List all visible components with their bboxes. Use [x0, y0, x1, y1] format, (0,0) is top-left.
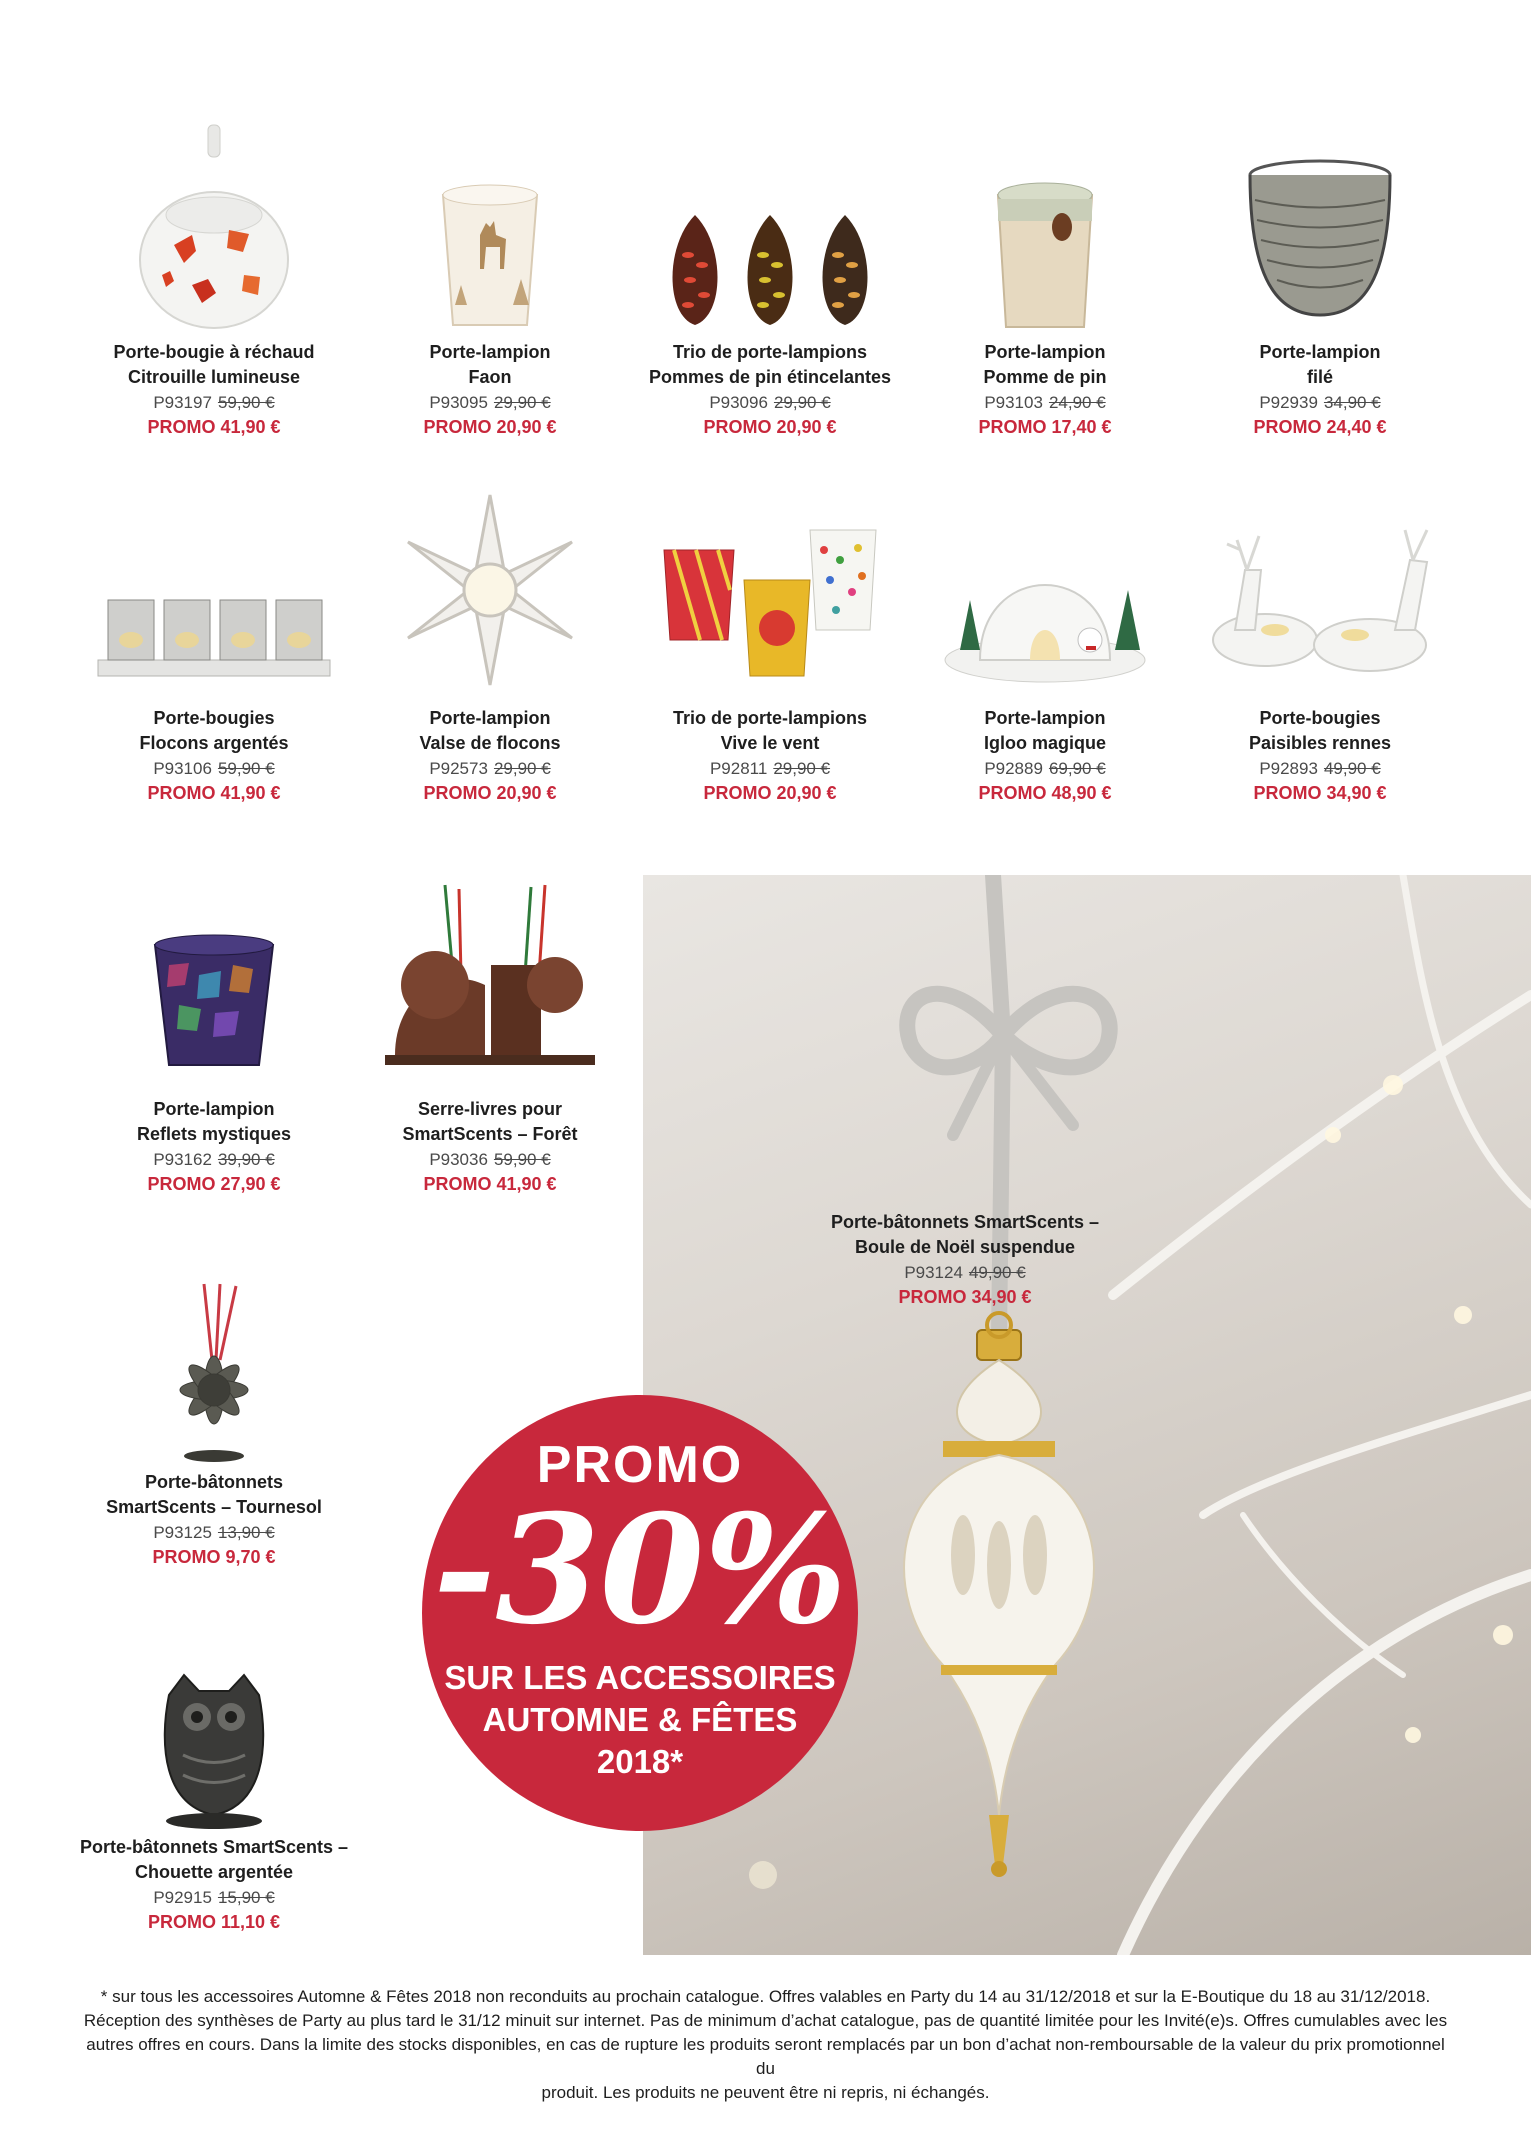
featured-ref: P93124 — [904, 1263, 963, 1282]
product-name-line-2: Chouette argentée — [134, 1862, 294, 1882]
product-ref: P93197 — [153, 393, 212, 412]
footnote-line-1: * sur tous les accessoires Automne & Fêtes 2018 non reconduits au prochain catalogue. Offres valables en Party du 14 au 31/12/2018 et sur la E-Boutique du 18 au 31/12/2018. — [100, 1987, 1431, 2006]
product-promo-price: PROMO 41,90 € — [147, 783, 281, 803]
featured-name-line-1: Porte-bâtonnets SmartScents – — [830, 1212, 1100, 1232]
product-caption — [1170, 340, 1470, 440]
terms-footnote — [80, 1985, 1451, 2105]
product-name-line-1: Porte-bâtonnets — [144, 1472, 283, 1492]
product-old-price: 29,90 € — [493, 393, 551, 412]
product-name-line-2: Citrouille lumineuse — [127, 367, 301, 387]
product-paisibles-rennes[interactable] — [1170, 480, 1470, 806]
product-ref: P93125 — [153, 1523, 212, 1542]
featured-promo-price: PROMO 34,90 € — [898, 1287, 1032, 1307]
product-ref: P93036 — [429, 1150, 488, 1169]
fawn-candle-holder-image — [435, 115, 545, 340]
product-name-line-2: Vive le vent — [720, 733, 820, 753]
product-ref: P93095 — [429, 393, 488, 412]
product-old-price: 29,90 € — [773, 759, 831, 778]
product-caption — [620, 706, 920, 806]
product-faon[interactable] — [340, 115, 640, 440]
product-ref: P93103 — [984, 393, 1043, 412]
product-name-line-1: Porte-lampion — [984, 342, 1106, 362]
product-name-line-2: Valse de flocons — [419, 733, 561, 753]
jingle-bells-trio-image — [660, 480, 880, 706]
badge-line-5: 2018* — [596, 1743, 684, 1780]
product-ref: P92915 — [153, 1888, 212, 1907]
snowflake-waltz-image — [390, 480, 590, 706]
product-ref: P92889 — [984, 759, 1043, 778]
product-name-line-1: Trio de porte-lampions — [672, 708, 868, 728]
silver-snowflakes-holder-image — [94, 480, 334, 706]
ornament-illustration — [643, 875, 1531, 1955]
wire-candle-holder-image — [1245, 115, 1395, 340]
product-name-line-1: Porte-bougies — [153, 708, 275, 728]
product-ref: P93106 — [153, 759, 212, 778]
product-igloo-magique[interactable] — [895, 480, 1195, 806]
forest-bookends-image — [375, 875, 605, 1097]
product-file[interactable] — [1170, 115, 1470, 440]
product-name-line-1: Serre-livres pour — [417, 1099, 563, 1119]
product-caption — [340, 706, 640, 806]
product-ref: P92573 — [429, 759, 488, 778]
product-ref: P93162 — [153, 1150, 212, 1169]
product-caption — [64, 1470, 364, 1570]
product-old-price: 59,90 € — [217, 393, 275, 412]
product-name-line-1: Porte-lampion — [984, 708, 1106, 728]
product-old-price: 59,90 € — [217, 759, 275, 778]
product-promo-price: PROMO 34,90 € — [1253, 783, 1387, 803]
product-promo-price: PROMO 20,90 € — [703, 417, 837, 437]
featured-old-price: 49,90 € — [968, 1263, 1026, 1282]
product-caption — [64, 1835, 364, 1935]
product-promo-price: PROMO 24,40 € — [1253, 417, 1387, 437]
product-promo-price: PROMO 9,70 € — [152, 1547, 276, 1567]
featured-name-line-2: Boule de Noël suspendue — [854, 1237, 1076, 1257]
product-ref: P92939 — [1259, 393, 1318, 412]
product-chouette-argentee[interactable] — [64, 1655, 364, 1935]
product-name-line-2: Igloo magique — [983, 733, 1106, 753]
product-caption — [895, 706, 1195, 806]
product-caption — [64, 1097, 364, 1197]
product-name-line-1: Porte-bougie à réchaud — [113, 342, 315, 362]
product-promo-price: PROMO 48,90 € — [978, 783, 1112, 803]
product-valse-de-flocons[interactable] — [340, 480, 640, 806]
promo-badge — [422, 1395, 858, 1831]
badge-subtitle — [422, 1657, 858, 1783]
product-ref: P93096 — [709, 393, 768, 412]
product-caption — [64, 706, 364, 806]
pinecone-trio-image — [660, 115, 880, 340]
product-old-price: 15,90 € — [217, 1888, 275, 1907]
badge-title: PROMO — [536, 1436, 744, 1494]
featured-product-caption[interactable] — [800, 1210, 1130, 1310]
product-promo-price: PROMO 41,90 € — [147, 417, 281, 437]
product-promo-price: PROMO 41,90 € — [423, 1174, 557, 1194]
pumpkin-tealight-holder-image — [134, 115, 294, 340]
product-caption — [1170, 706, 1470, 806]
christmas-ornament-photo — [643, 875, 1531, 1955]
product-old-price: 24,90 € — [1048, 393, 1106, 412]
product-vive-le-vent[interactable] — [620, 480, 920, 806]
product-promo-price: PROMO 11,10 € — [147, 1912, 281, 1932]
badge-line-4: AUTOMNE & FÊTES — [482, 1701, 798, 1738]
product-old-price: 29,90 € — [493, 759, 551, 778]
product-name-line-2: Pomme de pin — [983, 367, 1107, 387]
footnote-line-3: autres offres en cours. Dans la limite des stocks disponibles, en cas de rupture les produits seront remplacés par un bon d’achat non-remboursable de la valeur du prix promotionnel du — [86, 2035, 1445, 2078]
product-pommes-de-pin[interactable] — [620, 115, 920, 440]
product-citrouille-lumineuse[interactable] — [64, 115, 364, 440]
product-caption — [620, 340, 920, 440]
product-caption — [340, 340, 640, 440]
owl-diffuser-image — [149, 1655, 279, 1835]
product-promo-price: PROMO 27,90 € — [147, 1174, 281, 1194]
product-old-price: 34,90 € — [1323, 393, 1381, 412]
product-name-line-1: Porte-lampion — [153, 1099, 275, 1119]
product-old-price: 29,90 € — [773, 393, 831, 412]
product-promo-price: PROMO 20,90 € — [423, 783, 557, 803]
product-name-line-2: SmartScents – Forêt — [402, 1124, 578, 1144]
product-name-line-2: Flocons argentés — [139, 733, 289, 753]
product-name-line-2: filé — [1306, 367, 1333, 387]
product-reflets-mystiques[interactable] — [64, 905, 364, 1197]
badge-line-3: SUR LES ACCESSOIRES — [444, 1659, 836, 1696]
product-flocons-argentes[interactable] — [64, 480, 364, 806]
product-ref: P92811 — [709, 759, 768, 778]
product-promo-price: PROMO 20,90 € — [703, 783, 837, 803]
product-ref: P92893 — [1259, 759, 1318, 778]
product-tournesol[interactable] — [64, 1280, 364, 1570]
product-promo-price: PROMO 20,90 € — [423, 417, 557, 437]
product-old-price: 13,90 € — [217, 1523, 275, 1542]
footnote-line-4: produit. Les produits ne peuvent être ni repris, ni échangés. — [541, 2083, 990, 2102]
reindeer-holders-image — [1205, 480, 1435, 706]
product-pomme-de-pin[interactable] — [895, 115, 1195, 440]
product-name-line-2: SmartScents – Tournesol — [106, 1497, 322, 1517]
product-name-line-1: Trio de porte-lampions — [672, 342, 868, 362]
product-old-price: 49,90 € — [1323, 759, 1381, 778]
product-name-line-1: Porte-bougies — [1259, 708, 1381, 728]
product-old-price: 59,90 € — [493, 1150, 551, 1169]
product-name-line-2: Reflets mystiques — [136, 1124, 292, 1144]
product-name-line-2: Faon — [468, 367, 512, 387]
product-name-line-1: Porte-bâtonnets SmartScents – — [79, 1837, 349, 1857]
product-caption — [340, 1097, 640, 1197]
product-caption — [895, 340, 1195, 440]
igloo-image — [940, 480, 1150, 706]
product-promo-price: PROMO 17,40 € — [978, 417, 1112, 437]
product-caption — [64, 340, 364, 440]
product-name-line-1: Porte-lampion — [429, 708, 551, 728]
product-name-line-1: Porte-lampion — [1259, 342, 1381, 362]
mosaic-candle-holder-image — [149, 905, 279, 1097]
product-name-line-2: Pommes de pin étincelantes — [648, 367, 892, 387]
pinecone-jar-image — [990, 115, 1100, 340]
product-old-price: 39,90 € — [217, 1150, 275, 1169]
product-serre-livres-foret[interactable] — [340, 875, 640, 1197]
product-name-line-2: Paisibles rennes — [1248, 733, 1392, 753]
product-old-price: 69,90 € — [1048, 759, 1106, 778]
product-name-line-1: Porte-lampion — [429, 342, 551, 362]
badge-discount: -30% — [433, 1482, 847, 1658]
sunflower-diffuser-image — [164, 1280, 264, 1470]
footnote-line-2: Réception des synthèses de Party au plus tard le 31/12 minuit sur internet. Pas de minimum d’achat catalogue, pas de quantité limitée pour les Invité(e)s. Offres cumulables avec les — [83, 2011, 1448, 2030]
